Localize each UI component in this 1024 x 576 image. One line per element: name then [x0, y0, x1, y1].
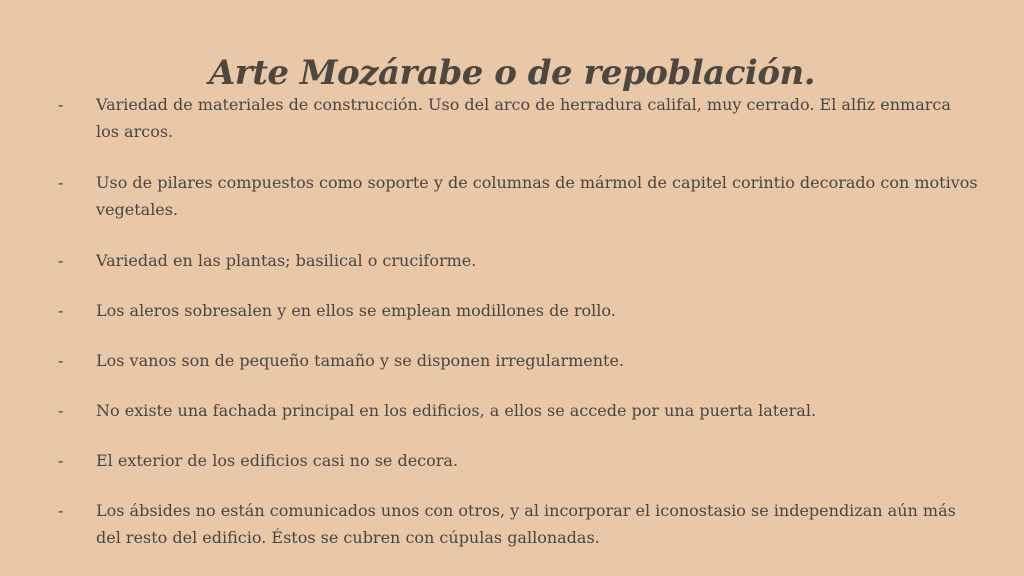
bullet-marker: -	[58, 251, 64, 270]
list-item	[58, 91, 978, 145]
bullet-text: Variedad de materiales de construcción. Uso del arco de herradura califal, muy cerrado. El alfiz enmarca los arcos.	[96, 95, 951, 141]
list-item	[58, 247, 978, 274]
bullet-text: Los ábsides no están comunicados unos con otros, y al incorporar el iconostasio se independizan aún más del resto del edificio. Éstos se cubren con cúpulas gallonadas.	[96, 501, 956, 547]
list-item	[58, 297, 978, 324]
bullet-text: Los aleros sobresalen y en ellos se emplean modillones de rollo.	[96, 301, 616, 320]
bullet-marker: -	[58, 95, 64, 114]
bullet-marker: -	[58, 501, 64, 520]
list-item	[58, 447, 978, 474]
list-item	[58, 497, 978, 551]
bullet-text: Los vanos son de pequeño tamaño y se disponen irregularmente.	[96, 351, 625, 370]
slide-title: Arte Mozárabe o de repoblación.	[208, 53, 816, 93]
list-item	[58, 169, 978, 223]
bullet-text: No existe una fachada principal en los edificios, a ellos se accede por una puerta lateral.	[96, 401, 817, 420]
bullet-marker: -	[58, 351, 64, 370]
bullet-marker: -	[58, 451, 64, 470]
bullet-text: El exterior de los edificios casi no se decora.	[96, 451, 459, 470]
bullet-marker: -	[58, 401, 64, 420]
bullet-text: Variedad en las plantas; basilical o cruciforme.	[96, 251, 477, 270]
bullet-marker: -	[58, 301, 64, 320]
list-item	[58, 397, 978, 424]
list-item	[58, 347, 978, 374]
bullet-list	[58, 91, 978, 551]
bullet-marker: -	[58, 173, 64, 192]
bullet-text: Uso de pilares compuestos como soporte y de columnas de mármol de capitel corintio decorado con motivos vegetales.	[96, 173, 978, 219]
